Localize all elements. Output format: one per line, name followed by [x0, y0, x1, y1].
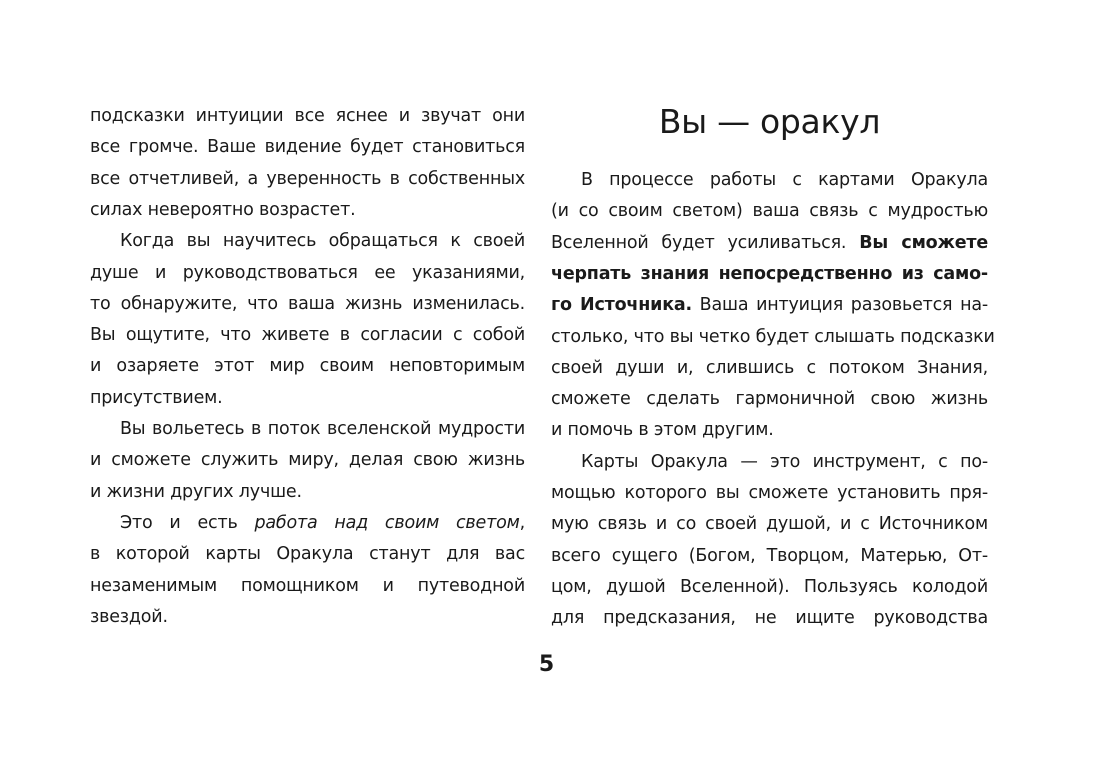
text-segment: и сможете служить миру, делая свою жизнь — [90, 450, 525, 471]
text-line — [90, 539, 525, 570]
text-segment: , — [519, 512, 525, 533]
text-segment: Это и есть — [120, 512, 255, 533]
text-segment: и озаряете этот мир своим неповторимым — [90, 356, 525, 377]
text-line — [90, 602, 525, 633]
text-line — [90, 477, 525, 508]
text-segment: всего сущего (Богом, Творцом, Матерью, От- — [551, 545, 988, 566]
chapter-title: Вы — оракул — [658, 102, 881, 141]
italic-text: работа над своим светом — [254, 512, 520, 533]
text-segment: все отчетливей, а уверенность в собственных — [90, 168, 525, 189]
text-segment: (и со своим светом) ваша связь с мудростью — [551, 201, 988, 222]
text-segment: В процессе работы с картами Оракула — [581, 170, 988, 190]
text-line — [90, 320, 525, 351]
text-segment: Карты Оракула — это инструмент, с по- — [581, 451, 988, 472]
text-segment: и жизни других лучше. — [90, 481, 302, 502]
text-line — [90, 571, 525, 602]
bold-text: го Источника. — [551, 295, 692, 316]
text-line — [551, 415, 988, 446]
text-line — [90, 508, 525, 539]
text-line — [551, 509, 988, 540]
text-line — [90, 351, 525, 382]
text-segment: цом, душой Вселенной). Пользуясь колодой — [551, 576, 988, 597]
text-line — [90, 289, 525, 320]
text-segment: мую связь и со своей душой, и с Источником — [551, 514, 988, 535]
text-segment: Когда вы научитесь обращаться к своей — [120, 231, 525, 252]
text-line — [90, 414, 525, 445]
text-line — [90, 164, 525, 195]
text-line — [551, 353, 988, 384]
text-line — [90, 445, 525, 476]
bold-text: Вы сможете — [859, 232, 988, 253]
text-segment: и помочь в этом другим. — [551, 420, 774, 441]
text-segment: все громче. Ваше видение будет становиться — [90, 137, 525, 158]
text-segment: Вселенной будет усиливаться. — [551, 232, 860, 253]
text-segment: Ваша интуиция разовьется на- — [691, 295, 989, 316]
text-line — [551, 447, 988, 478]
text-line — [90, 101, 525, 132]
text-segment: подсказки интуиции все яснее и звучат они — [90, 106, 525, 126]
text-segment: незаменимым помощником и путеводной — [90, 575, 525, 596]
text-segment: столько, что вы четко будет слышать подсказки — [551, 326, 995, 347]
text-line — [90, 195, 525, 226]
text-line — [551, 478, 988, 509]
text-line — [551, 322, 995, 353]
text-segment: сможете сделать гармоничной свою жизнь — [551, 389, 988, 410]
text-segment: Вы ощутите, что живете в согласии с собой — [90, 325, 525, 346]
text-line — [551, 196, 988, 227]
text-line — [551, 228, 988, 259]
text-line — [551, 165, 988, 196]
text-segment: для предсказания, не ищите руководства — [551, 608, 988, 629]
text-line — [551, 259, 988, 290]
text-line — [90, 132, 525, 163]
text-line — [90, 258, 525, 289]
text-segment: Вы вольетесь в поток вселенской мудрости — [120, 419, 525, 439]
text-line — [551, 603, 988, 634]
text-segment: душе и руководствоваться ее указаниями, — [90, 262, 525, 283]
text-line — [90, 383, 525, 414]
text-segment: мощью которого вы сможете установить пря- — [551, 483, 988, 503]
text-line — [551, 541, 988, 572]
text-segment: силах невероятно возрастет. — [90, 199, 356, 220]
text-segment: своей души и, слившись с потоком Знания, — [551, 357, 988, 378]
text-line — [551, 290, 988, 321]
text-line — [90, 226, 525, 257]
page-number: 5 — [538, 652, 555, 677]
text-segment: звездой. — [90, 606, 168, 627]
text-segment: в которой карты Оракула станут для вас — [90, 544, 525, 565]
text-segment: присутствием. — [90, 387, 223, 408]
bold-text: черпать знания непосредственно из само- — [551, 263, 988, 284]
text-segment: то обнаружите, что ваша жизнь изменилась. — [90, 293, 525, 314]
text-line — [551, 384, 988, 415]
text-line — [551, 572, 988, 603]
